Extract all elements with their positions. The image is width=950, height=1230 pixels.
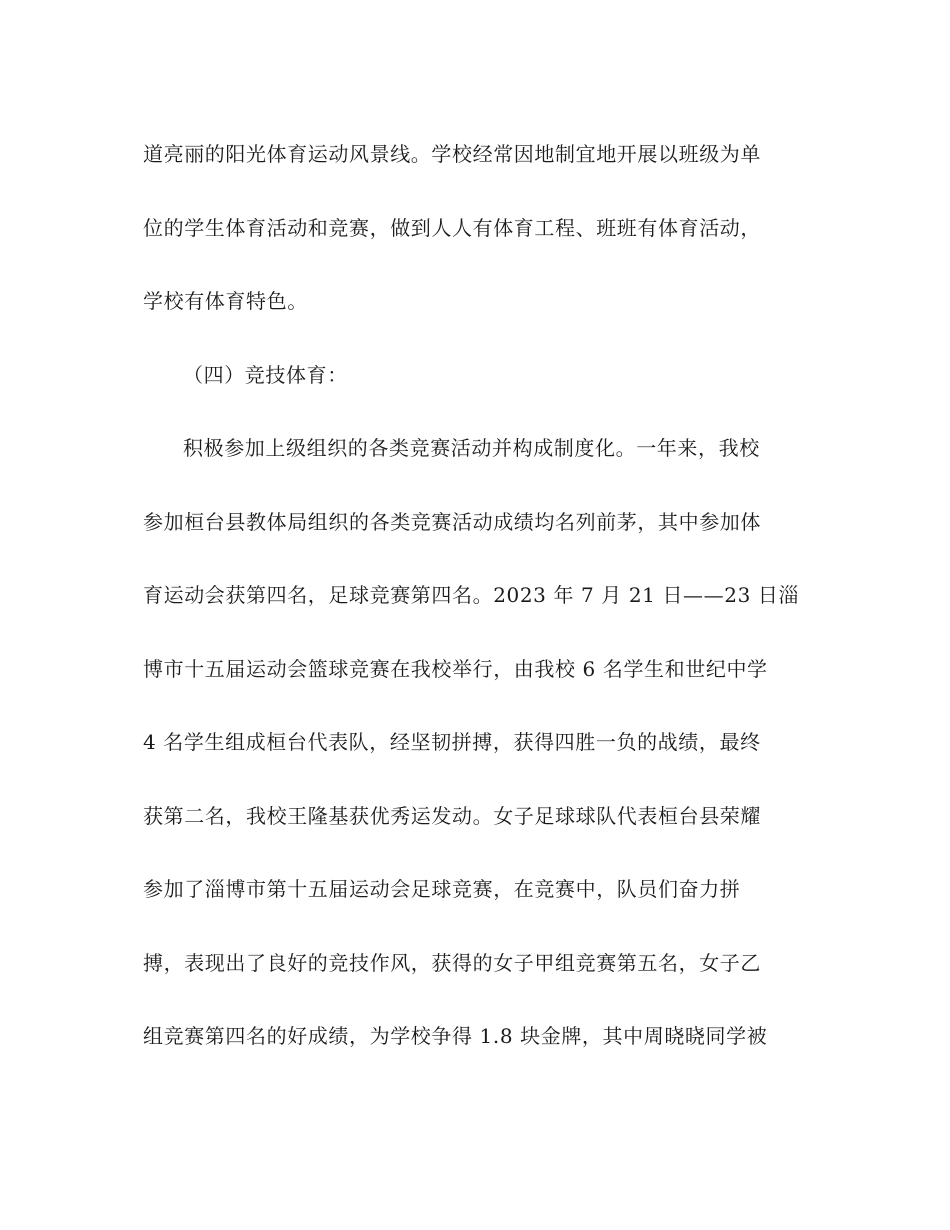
text-line-10: 获第二名，我校王隆基获优秀运发动。女子足球球队代表桓台县荣耀 (143, 804, 761, 828)
text-line-5: 积极参加上级组织的各类竞赛活动并构成制度化。一年来，我校 (183, 436, 760, 460)
text-line-1: 道亮丽的阳光体育运动风景线。学校经常因地制宜地开展以班级为单 (143, 142, 761, 166)
text-line-11: 参加了淄博市第十五届运动会足球竞赛，在竞赛中，队员们奋力拼 (143, 877, 741, 901)
text-line-3: 学校有体育特色。 (143, 289, 308, 313)
text-line-2: 位的学生体育活动和竞赛，做到人人有体育工程、班班有体育活动， (143, 216, 761, 240)
text-line-9: 4 名学生组成桓台代表队，经坚韧拼搏，获得四胜一负的战绩，最终 (143, 730, 761, 754)
section-heading: （四）竞技体育： (183, 363, 348, 387)
text-line-7: 育运动会获第四名，足球竞赛第四名。2023 年 7 月 21 日——23 日淄 (143, 583, 800, 607)
text-line-6: 参加桓台县教体局组织的各类竞赛活动成绩均名列前茅，其中参加体 (143, 510, 761, 534)
text-line-8: 博市十五届运动会篮球竞赛在我校举行，由我校 6 名学生和世纪中学 (143, 657, 768, 681)
text-line-12: 搏，表现出了良好的竞技作风，获得的女子甲组竞赛第五名，女子乙 (143, 951, 761, 975)
text-line-13: 组竞赛第四名的好成绩，为学校争得 1.8 块金牌，其中周晓晓同学被 (143, 1024, 768, 1048)
